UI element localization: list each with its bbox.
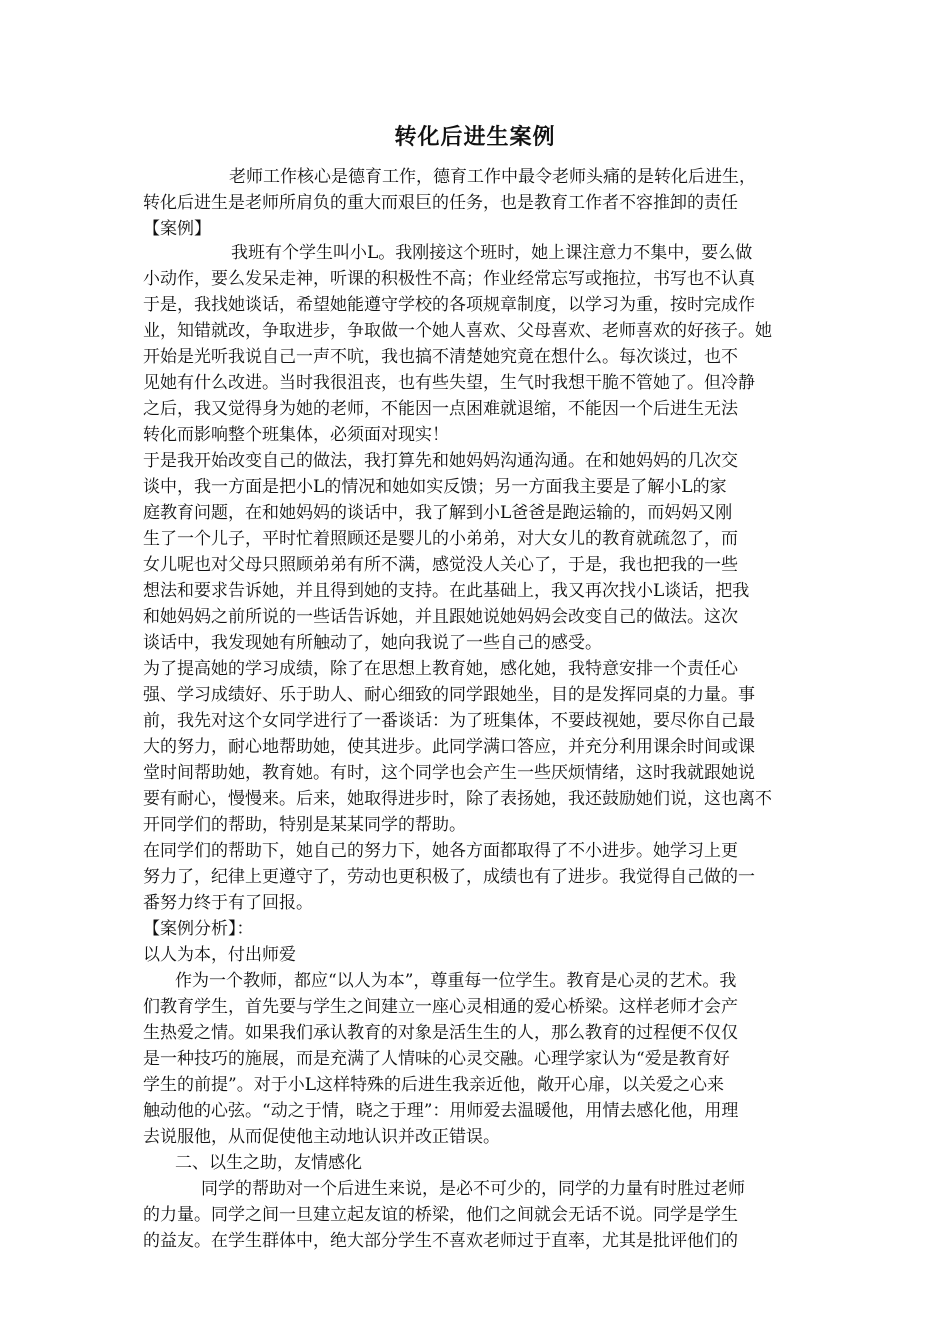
paragraph-line: 为了提高她的学习成绩，除了在思想上教育她，感化她，我特意安排一个责任心 bbox=[143, 659, 738, 679]
paragraph-line: 生了一个儿子，平时忙着照顾还是婴儿的小弟弟，对大女儿的教育就疏忽了，而 bbox=[143, 529, 738, 549]
paragraph-line: 前，我先对这个女同学进行了一番谈话：为了班集体，不要歧视她，要尽你自己最 bbox=[143, 711, 755, 731]
paragraph-line: 同学的帮助对一个后进生来说，是必不可少的，同学的力量有时胜过老师 bbox=[201, 1179, 745, 1199]
paragraph-line: 谈中，我一方面是把小L的情况和她如实反馈；另一方面我主要是了解小L的家 bbox=[143, 477, 727, 497]
paragraph-line: 番努力终于有了回报。 bbox=[143, 893, 313, 913]
paragraph-line: 于是，我找她谈话，希望她能遵守学校的各项规章制度，以学习为重，按时完成作 bbox=[143, 295, 755, 315]
paragraph-line: 谈话中，我发现她有所触动了，她向我说了一些自己的感受。 bbox=[143, 633, 602, 653]
paragraph-line: 去说服他，从而促使他主动地认识并改正错误。 bbox=[143, 1127, 500, 1147]
paragraph-line: 开始是光听我说自己一声不吭，我也搞不清楚她究竟在想什么。每次谈过，也不 bbox=[143, 347, 738, 367]
section2 bbox=[143, 1150, 808, 1254]
paragraph-line: 于是我开始改变自己的做法，我打算先和她妈妈沟通沟通。在和她妈妈的几次交 bbox=[143, 451, 738, 471]
paragraph-line: 作为一个教师，都应“以人为本”，尊重每一位学生。教育是心灵的艺术。我 bbox=[175, 971, 737, 991]
paragraph-line: 努力了，纪律上更遵守了，劳动也更积极了，成绩也有了进步。我觉得自己做的一 bbox=[143, 867, 755, 887]
paragraph-line: 我班有个学生叫小L。我刚接这个班时，她上课注意力不集中，要么做 bbox=[231, 243, 753, 263]
paragraph-line: 和她妈妈之前所说的一些话告诉她，并且跟她说她妈妈会改变自己的做法。这次 bbox=[143, 607, 738, 627]
paragraph-line: 强、学习成绩好、乐于助人、耐心细致的同学跟她坐，目的是发挥同桌的力量。事 bbox=[143, 685, 755, 705]
paragraph-line: 要有耐心，慢慢来。后来，她取得进步时，除了表扬她，我还鼓励她们说，这也离不 bbox=[143, 789, 772, 809]
paragraph-line: 转化而影响整个班集体，必须面对现实！ bbox=[143, 425, 449, 445]
paragraph-line: 是一种技巧的施展，而是充满了人情味的心灵交融。心理学家认为“爱是教育好 bbox=[143, 1049, 730, 1069]
paragraph-line: 大的努力，耐心地帮助她，使其进步。此同学满口答应，并充分利用课余时间或课 bbox=[143, 737, 755, 757]
paragraph-line: 业，知错就改，争取进步，争取做一个她人喜欢、父母喜欢、老师喜欢的好孩子。她 bbox=[143, 321, 772, 341]
paragraph-line: 的益友。在学生群体中，绝大部分学生不喜欢老师过于直率，尤其是批评他们的 bbox=[143, 1231, 738, 1251]
paragraph-line: 想法和要求告诉她，并且得到她的支持。在此基础上，我又再次找小L谈话，把我 bbox=[143, 581, 750, 601]
case-paragraph-2 bbox=[143, 448, 808, 656]
case-paragraph-1 bbox=[143, 240, 808, 448]
intro-line: 转化后进生是老师所肩负的重大而艰巨的任务，也是教育工作者不容推卸的责任 bbox=[143, 193, 738, 213]
paragraph-line: 们教育学生，首先要与学生之间建立一座心灵相通的爱心桥梁。这样老师才会产 bbox=[143, 997, 738, 1017]
section2-heading: 二、以生之助，友情感化 bbox=[175, 1153, 362, 1173]
paragraph-line: 见她有什么改进。当时我很沮丧，也有些失望，生气时我想干脆不管她了。但冷静 bbox=[143, 373, 755, 393]
paragraph-line: 之后，我又觉得身为她的老师，不能因一点困难就退缩，不能因一个后进生无法 bbox=[143, 399, 738, 419]
paragraph-line: 触动他的心弦。“动之于情，晓之于理”：用师爱去温暖他，用情去感化他，用理 bbox=[143, 1101, 739, 1121]
analysis-section bbox=[143, 916, 808, 1150]
intro-line: 老师工作核心是德育工作，德育工作中最令老师头痛的是转化后进生， bbox=[229, 167, 756, 187]
paragraph-line: 小动作，要么发呆走神，听课的积极性不高；作业经常忘写或拖拉，书写也不认真 bbox=[143, 269, 755, 289]
paragraph-line: 开同学们的帮助，特别是某某同学的帮助。 bbox=[143, 815, 466, 835]
paragraph-line: 堂时间帮助她，教育她。有时，这个同学也会产生一些厌烦情绪，这时我就跟她说 bbox=[143, 763, 755, 783]
document-title: 转化后进生案例 bbox=[394, 124, 556, 150]
paragraph-line: 的力量。同学之间一旦建立起友谊的桥梁，他们之间就会无话不说。同学是学生 bbox=[143, 1205, 738, 1225]
intro-paragraph bbox=[143, 164, 808, 242]
paragraph-line: 生热爱之情。如果我们承认教育的对象是活生生的人，那么教育的过程便不仅仅 bbox=[143, 1023, 738, 1043]
paragraph-line: 庭教育问题，在和她妈妈的谈话中，我了解到小L爸爸是跑运输的，而妈妈又刚 bbox=[143, 503, 733, 523]
analysis-heading: 【案例分析】： bbox=[143, 919, 254, 939]
paragraph-line: 在同学们的帮助下，她自己的努力下，她各方面都取得了不小进步。她学习上更 bbox=[143, 841, 738, 861]
case-heading: 【案例】 bbox=[143, 219, 211, 239]
paragraph-line: 女儿呢也对父母只照顾弟弟有所不满，感觉没人关心了，于是，我也把我的一些 bbox=[143, 555, 738, 575]
case-paragraph-4 bbox=[143, 838, 808, 916]
paragraph-line: 学生的前提”。对于小L这样特殊的后进生我亲近他，敞开心扉，以关爱之心来 bbox=[143, 1075, 724, 1095]
section1-heading: 以人为本，付出师爱 bbox=[143, 945, 296, 965]
case-paragraph-3 bbox=[143, 656, 808, 838]
